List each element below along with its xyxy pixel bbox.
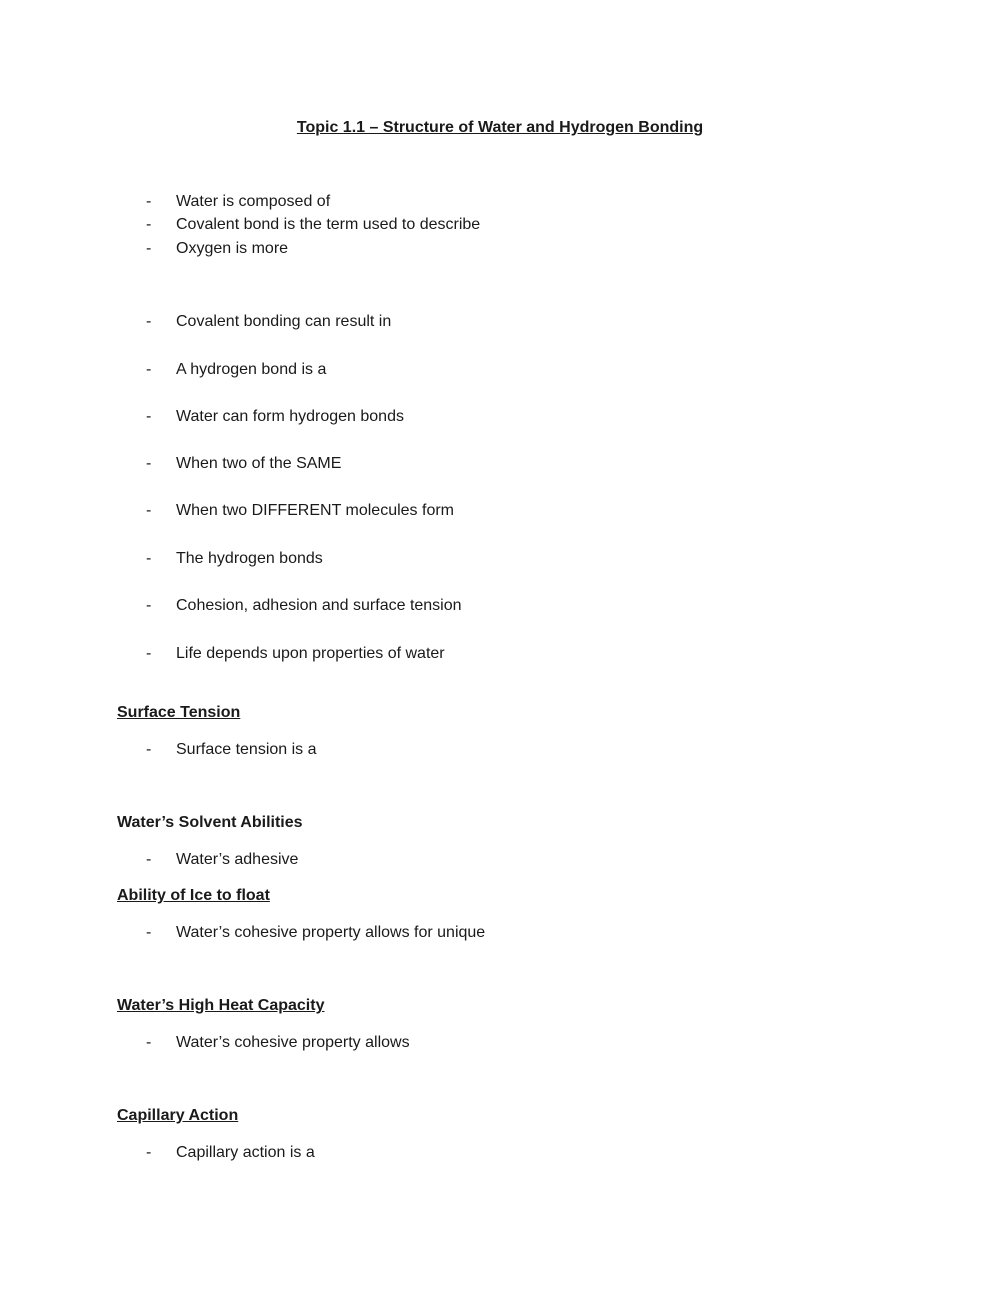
list-item-text: Water’s cohesive property allows for unique xyxy=(176,924,486,941)
list-item xyxy=(146,311,391,333)
list-item xyxy=(146,643,445,665)
list-item xyxy=(146,359,326,381)
bullet-dash: - xyxy=(146,455,152,472)
bullet-dash: - xyxy=(146,645,152,662)
list-item xyxy=(146,922,485,944)
section-heading-capillary-action: Capillary Action xyxy=(117,1107,239,1124)
bullet-dash: - xyxy=(146,924,152,941)
bullet-dash: - xyxy=(146,741,152,758)
bullet-dash: - xyxy=(146,216,152,233)
section-heading-solvent-abilities: Water’s Solvent Abilities xyxy=(117,814,303,831)
section-heading-ice-float: Ability of Ice to float xyxy=(117,887,270,904)
list-item-text: Capillary action is a xyxy=(176,1144,315,1161)
page-title: Topic 1.1 – Structure of Water and Hydrogen Bonding xyxy=(296,119,704,136)
list-item xyxy=(146,191,330,213)
list-item-text: Life depends upon properties of water xyxy=(176,645,445,662)
bullet-dash: - xyxy=(146,1034,152,1051)
list-item xyxy=(146,406,404,428)
list-item-text: Water is composed of xyxy=(176,193,331,210)
bullet-dash: - xyxy=(146,550,152,567)
list-item-text: Oxygen is more xyxy=(176,240,289,257)
list-item-text: Cohesion, adhesion and surface tension xyxy=(176,597,462,614)
list-item xyxy=(146,453,341,475)
list-item-text: Surface tension is a xyxy=(176,741,317,758)
list-item-text: A hydrogen bond is a xyxy=(176,361,327,378)
bullet-dash: - xyxy=(146,313,152,330)
list-item-text: Covalent bonding can result in xyxy=(176,313,392,330)
bullet-dash: - xyxy=(146,597,152,614)
bullet-dash: - xyxy=(146,851,152,868)
list-item xyxy=(146,214,480,236)
list-item xyxy=(146,595,462,617)
section-heading-heat-capacity: Water’s High Heat Capacity xyxy=(117,997,325,1014)
bullet-dash: - xyxy=(146,240,152,257)
list-item xyxy=(146,548,323,570)
list-item-text: Water can form hydrogen bonds xyxy=(176,408,404,425)
list-item xyxy=(146,500,454,522)
list-item xyxy=(146,849,298,871)
bullet-dash: - xyxy=(146,1144,152,1161)
bullet-dash: - xyxy=(146,193,152,210)
bullet-dash: - xyxy=(146,361,152,378)
section-heading-surface-tension: Surface Tension xyxy=(117,704,241,721)
list-item-text: Water’s cohesive property allows xyxy=(176,1034,410,1051)
list-item-text: Water’s adhesive xyxy=(176,851,299,868)
list-item-text: When two DIFFERENT molecules form xyxy=(176,502,454,519)
list-item xyxy=(146,1142,315,1164)
bullet-dash: - xyxy=(146,502,152,519)
list-item xyxy=(146,739,317,761)
bullet-dash: - xyxy=(146,408,152,425)
list-item xyxy=(146,1032,410,1054)
list-item-text: When two of the SAME xyxy=(176,455,342,472)
list-item xyxy=(146,238,288,260)
list-item-text: Covalent bond is the term used to describe xyxy=(176,216,481,233)
list-item-text: The hydrogen bonds xyxy=(176,550,323,567)
